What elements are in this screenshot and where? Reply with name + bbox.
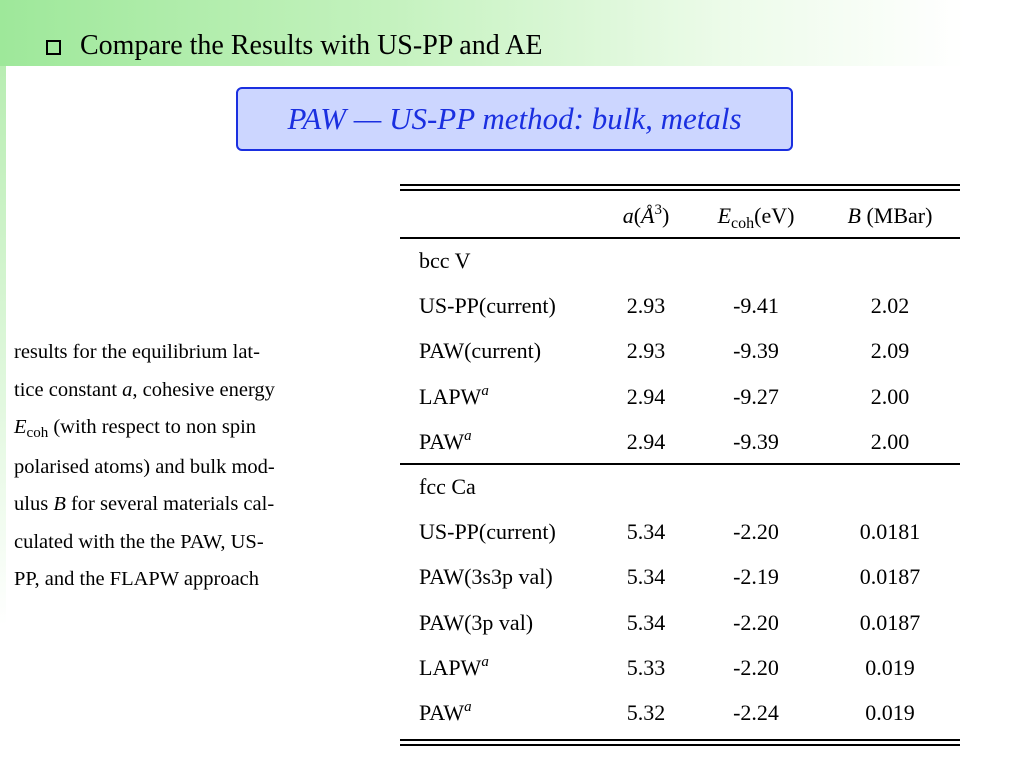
caption-line: culated with the the PAW, US- (14, 530, 264, 553)
bulk-modulus-cell: 2.00 (870, 428, 910, 454)
method-cell: PAW$^a$ (419, 427, 472, 454)
ecoh-cell: -9.41 (733, 293, 779, 319)
table-top-rule (400, 189, 960, 191)
bulk-modulus-cell: 0.0187 (859, 609, 921, 635)
col-header-bulk: B (MBar) (847, 203, 933, 228)
caption-symbol-b: B (53, 493, 66, 515)
method-cell: PAW(current) (419, 338, 542, 364)
lattice-cell: 5.34 (626, 609, 666, 635)
table-section-header (400, 464, 960, 509)
table-caption (14, 334, 344, 599)
bulk-modulus-cell: 0.0187 (859, 564, 921, 590)
ecoh-cell: -2.20 (733, 609, 779, 635)
method-cell: US-PP(current) (419, 519, 556, 545)
lattice-cell: 2.94 (626, 383, 666, 409)
table-top-rule (400, 184, 960, 186)
method-title-text: PAW — US-PP method: bulk, metals (287, 101, 742, 136)
caption-line: , cohesive energy (132, 378, 275, 401)
table-row (400, 419, 960, 464)
method-cell: LAPW$^a$ (419, 653, 489, 680)
table-section-header (400, 238, 960, 283)
lattice-cell: 2.94 (626, 428, 666, 454)
lattice-cell: 5.32 (626, 700, 666, 725)
table-bottom-rule (400, 739, 960, 741)
method-title-box (236, 87, 793, 151)
footnote-marker: a (481, 382, 489, 399)
section-name: bcc V (419, 248, 471, 273)
bulk-modulus-cell: 0.019 (865, 700, 915, 725)
method-cell: PAW(3p val) (419, 609, 534, 635)
footnote-marker: a (481, 653, 489, 670)
lattice-cell: 5.34 (626, 564, 666, 590)
caption-line: polarised atoms) and bulk mod- (14, 455, 275, 478)
caption-line: results for the equilibrium lat- (14, 341, 260, 363)
method-cell: US-PP(current) (419, 293, 556, 319)
bulk-modulus-cell: 2.02 (870, 293, 910, 319)
lattice-cell: 2.93 (626, 293, 666, 319)
caption-line: ulus (14, 493, 54, 515)
bulk-modulus-cell: 2.00 (870, 383, 910, 409)
caption-symbol-e: E (14, 416, 27, 438)
bulk-modulus-cell: 2.09 (870, 338, 910, 364)
left-accent-bar (0, 66, 6, 626)
method-cell: LAPW$^a$ (419, 382, 489, 409)
caption-line: (with respect to non spin (48, 416, 257, 438)
caption-line: PP, and the FLAPW approach (14, 568, 260, 590)
table-row (400, 509, 960, 554)
ecoh-cell: -2.20 (733, 519, 779, 545)
caption-line: tice constant (14, 378, 123, 401)
caption-line: for several materials cal- (65, 493, 275, 515)
table-header-row (400, 193, 960, 238)
table-bottom-rule (400, 744, 960, 746)
ecoh-cell: -2.19 (733, 564, 779, 590)
lattice-cell: 5.34 (626, 519, 666, 545)
method-cell: PAW$^a$ (419, 699, 472, 725)
lattice-cell: 2.93 (626, 338, 666, 364)
caption-subscript-coh: coh (26, 425, 49, 441)
table-row (400, 374, 960, 419)
footnote-marker: a (464, 699, 472, 715)
checkbox-bullet-icon (46, 40, 61, 55)
table-row (400, 283, 960, 328)
bulk-modulus-cell: 0.0181 (859, 519, 921, 545)
col-header-lattice: $a(Å^3)$ (622, 202, 670, 228)
ecoh-cell: -2.24 (733, 700, 779, 725)
ecoh-cell: -9.39 (733, 428, 779, 454)
method-cell: PAW(3s3p val) (419, 564, 553, 590)
ecoh-cell: -9.39 (733, 338, 779, 364)
table-row (400, 328, 960, 373)
table-row (400, 554, 960, 599)
results-table (400, 184, 960, 746)
table-row (400, 600, 960, 645)
ecoh-cell: -2.20 (733, 654, 779, 680)
footnote-marker: a (464, 427, 472, 444)
caption-symbol-a: a (122, 378, 133, 401)
section-name: fcc Ca (419, 474, 476, 499)
slide-title-text: Compare the Results with US-PP and AE (80, 30, 543, 61)
table-row (400, 645, 960, 690)
lattice-cell: 5.33 (626, 654, 666, 680)
table-row (400, 690, 960, 735)
col-header-ecoh: $E_{coh}(eV)$ (717, 203, 795, 232)
ecoh-cell: -9.27 (733, 383, 779, 409)
slide-title (46, 26, 543, 66)
bulk-modulus-cell: 0.019 (865, 654, 915, 680)
